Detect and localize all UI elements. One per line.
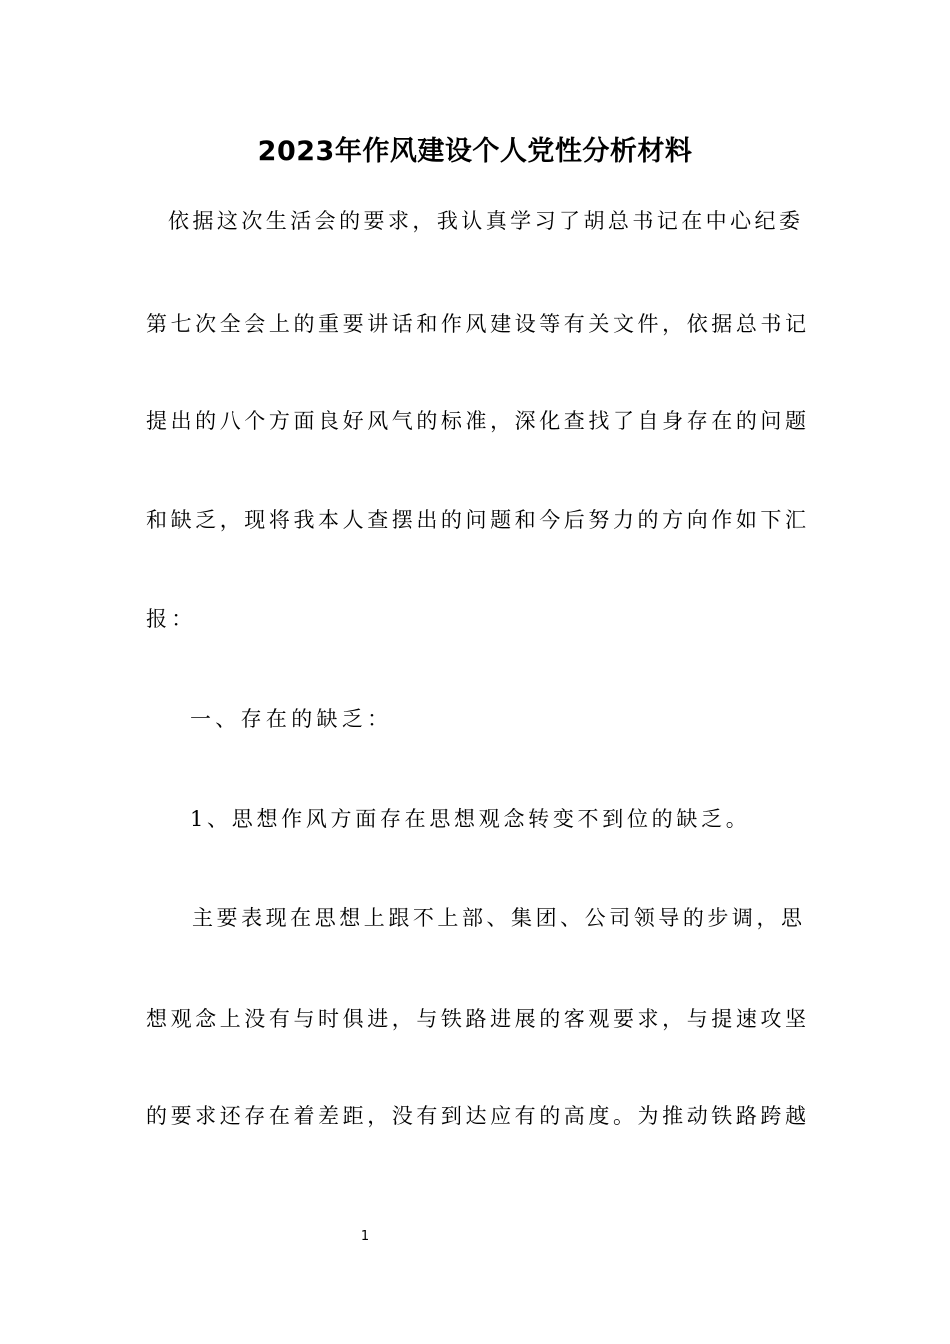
subsection-heading: 1、思想作风方面存在思想观念转变不到位的缺乏。 [190, 807, 751, 831]
paragraph-line: 第七次全会上的重要讲话和作风建设等有关文件，依据总书记 [146, 312, 806, 336]
section-heading: 一、存在的缺乏： [190, 707, 393, 731]
paragraph-line: 想观念上没有与时俱进，与铁路进展的客观要求，与提速攻坚 [146, 1007, 806, 1031]
paragraph-line: 报： [146, 607, 197, 631]
paragraph-line: 依据这次生活会的要求，我认真学习了胡总书记在中心纪委 [168, 209, 800, 233]
paragraph-line: 提出的八个方面良好风气的标准，深化查找了自身存在的问题 [146, 409, 806, 433]
page-number: 1 [360, 1229, 370, 1244]
paragraph-line: 主要表现在思想上跟不上部、集团、公司领导的步调，思 [192, 906, 802, 930]
paragraph-line: 和缺乏，现将我本人查摆出的问题和今后努力的方向作如下汇 [146, 508, 806, 532]
document-title: 2023年作风建设个人党性分析材料 [257, 136, 693, 167]
paragraph-line: 的要求还存在着差距，没有到达应有的高度。为推动铁路跨越 [146, 1104, 806, 1128]
